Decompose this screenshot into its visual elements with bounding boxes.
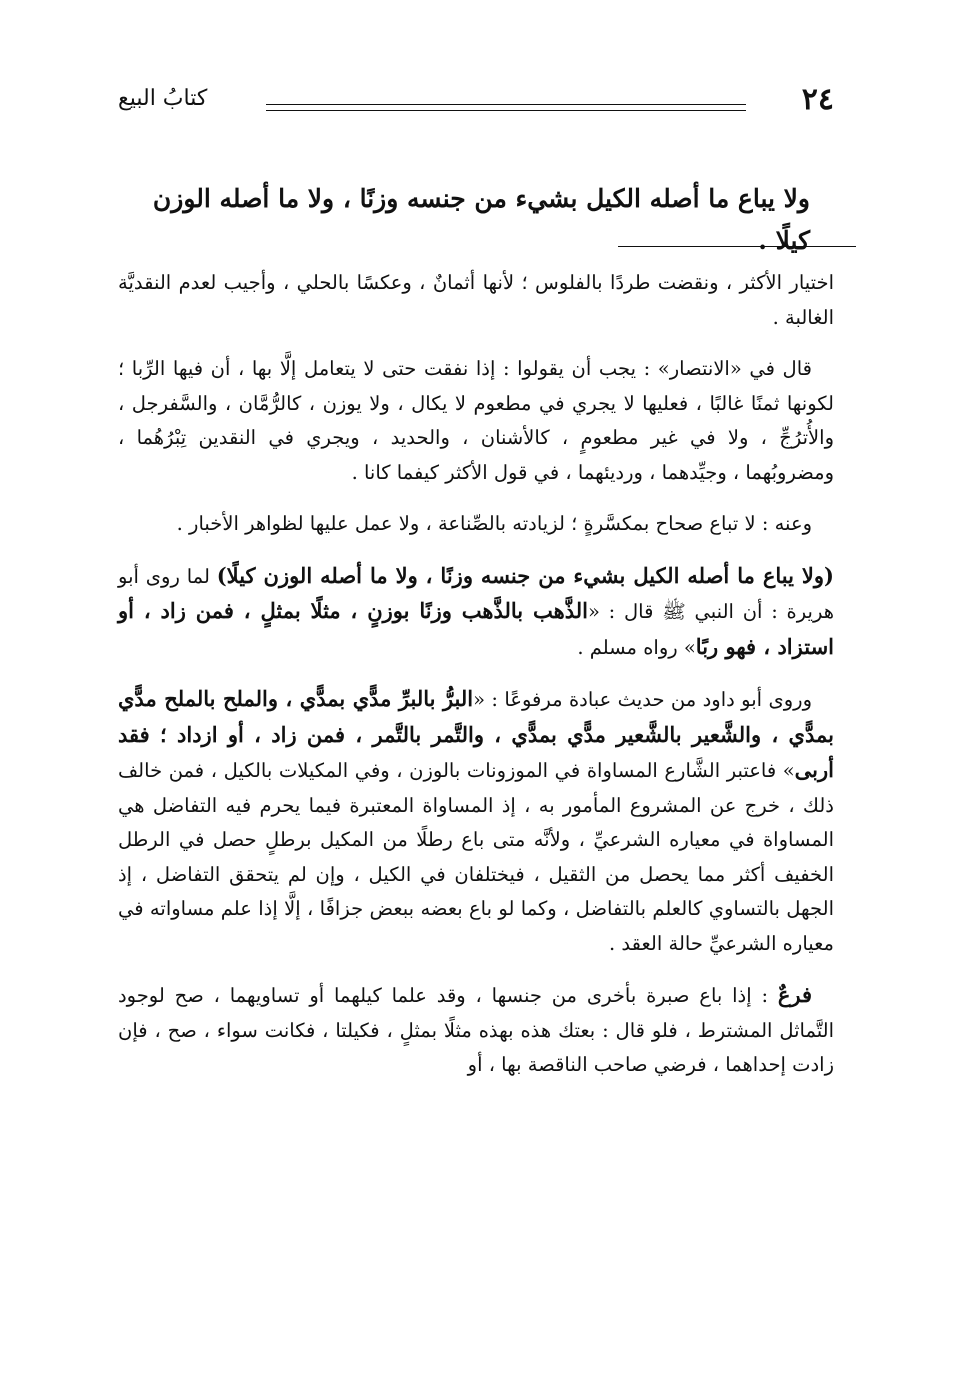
bold-text-segment: فرعٌ bbox=[777, 982, 812, 1007]
text-segment: اختيار الأكثر ، ونقضت طردًا بالفلوس ؛ لأنها أثمانٌ ، وعكسًا بالحلي ، وأجيب لعدم النقديَّة الغالبة . bbox=[118, 271, 834, 329]
text-segment: : إذا باع صبرة بأخرى من جنسها ، وقد علما كيلهما أو تساويهما ، صح لوجود التَّماثل المشترط ، فلو قال : بعتك هذه بهذه مثلًا بمثلٍ ، فكيلتا ، فكانت سواء ، صح ، فإن زادت إحداهما ، فرضي صاحب الناقصة بها ، أو bbox=[118, 984, 834, 1076]
bold-text-segment: الذَّهب بالذَّهب وزنًا بوزنٍ ، مثلًا بمثلٍ ، فمن زاد ، أو استزاد ، فهو ربًا bbox=[118, 598, 834, 659]
paragraph-p3 bbox=[118, 507, 834, 542]
text-segment: » رواه مسلم . bbox=[577, 635, 696, 659]
header-rule bbox=[266, 104, 746, 111]
text-segment: قال في «الانتصار» : يجب أن يقولوا : إذا نفقت حتى لا يتعامل إلَّا بها ، أن فيها الرِّبا ؛ لكونها ثمنًا غالبًا ، فعليها لا يجري في مطعوم لا يكال ، ولا يوزن ، كالرُّمَّان ، والسَّفرجل ، والأُترُجِّ ، ولا في غير مطعومٍ ، كالأشنان ، والحديد ، ويجري في النقدين تِبْرُهُما ، ومضروبُهما ، وجيِّدهما ، ورديئهما ، في قول الأكثر كيفما كانا . bbox=[118, 357, 834, 484]
paragraph-p2 bbox=[118, 352, 834, 490]
footnote-separator bbox=[618, 246, 856, 247]
commentary-body bbox=[118, 266, 834, 1100]
text-segment: وروى أبو داود من حديث عبادة مرفوعًا : « bbox=[473, 688, 812, 711]
paragraph-p4 bbox=[118, 559, 834, 666]
page-header bbox=[118, 82, 834, 122]
book-title: كتابُ البيع bbox=[118, 86, 208, 111]
bold-text-segment: (ولا يباع ما أصله الكيل بشيء من جنسه وزنًا ، ولا ما أصله الوزن كيلًا) bbox=[216, 562, 834, 588]
matn-text: ولا يباع ما أصله الكيل بشيء من جنسه وزنًا ، ولا ما أصله الوزن كيلًا . bbox=[152, 184, 810, 255]
paragraph-p6 bbox=[118, 978, 834, 1083]
bold-text-segment: البرُّ بالبرِّ مدًّي بمدًّي ، والملح بالملح مدًّي بمدًّي ، والشَّعير بالشَّعير مدًّي بمدًّي ، والتَّمر بالتَّمر ، فمن زاد ، أو ازداد ؛ فقد أربى bbox=[118, 686, 834, 782]
text-segment: » فاعتبر الشَّارع المساواة في الموزونات بالوزن ، وفي المكيلات بالكيل ، فمن خالف ذلك ، خرج عن المشروع المأمور به ، إذ المساواة المعتبرة فيما يحرم فيه التفاضل هي المساواة في معياره الشرعيِّ ، ولأنَّه متى باع رطلًا من المكيل برطلٍ حصل في الرطل الخفيف أكثر مما يحصل من الثقيل ، فيختلفان في الكيل ، وإن لم يتحقق التفاضل ، إذ الجهل بالتساوي كالعلم بالتفاضل ، وكما لو باع بعضه ببعض جزافًا ، إلَّا إذا علم مساواته في معياره الشرعيِّ حالة العقد . bbox=[118, 759, 834, 955]
text-segment: لما روى أبو هريرة : أن النبي ﷺ قال : « bbox=[118, 564, 834, 623]
text-segment: وعنه : لا تباع صحاح بمكسَّرةٍ ؛ لزيادته بالصِّناعة ، ولا عمل عليها لظواهر الأخبار . bbox=[176, 512, 812, 535]
paragraph-p5 bbox=[118, 682, 834, 961]
page-number: ٢٤ bbox=[801, 82, 834, 117]
paragraph-p1 bbox=[118, 266, 834, 335]
